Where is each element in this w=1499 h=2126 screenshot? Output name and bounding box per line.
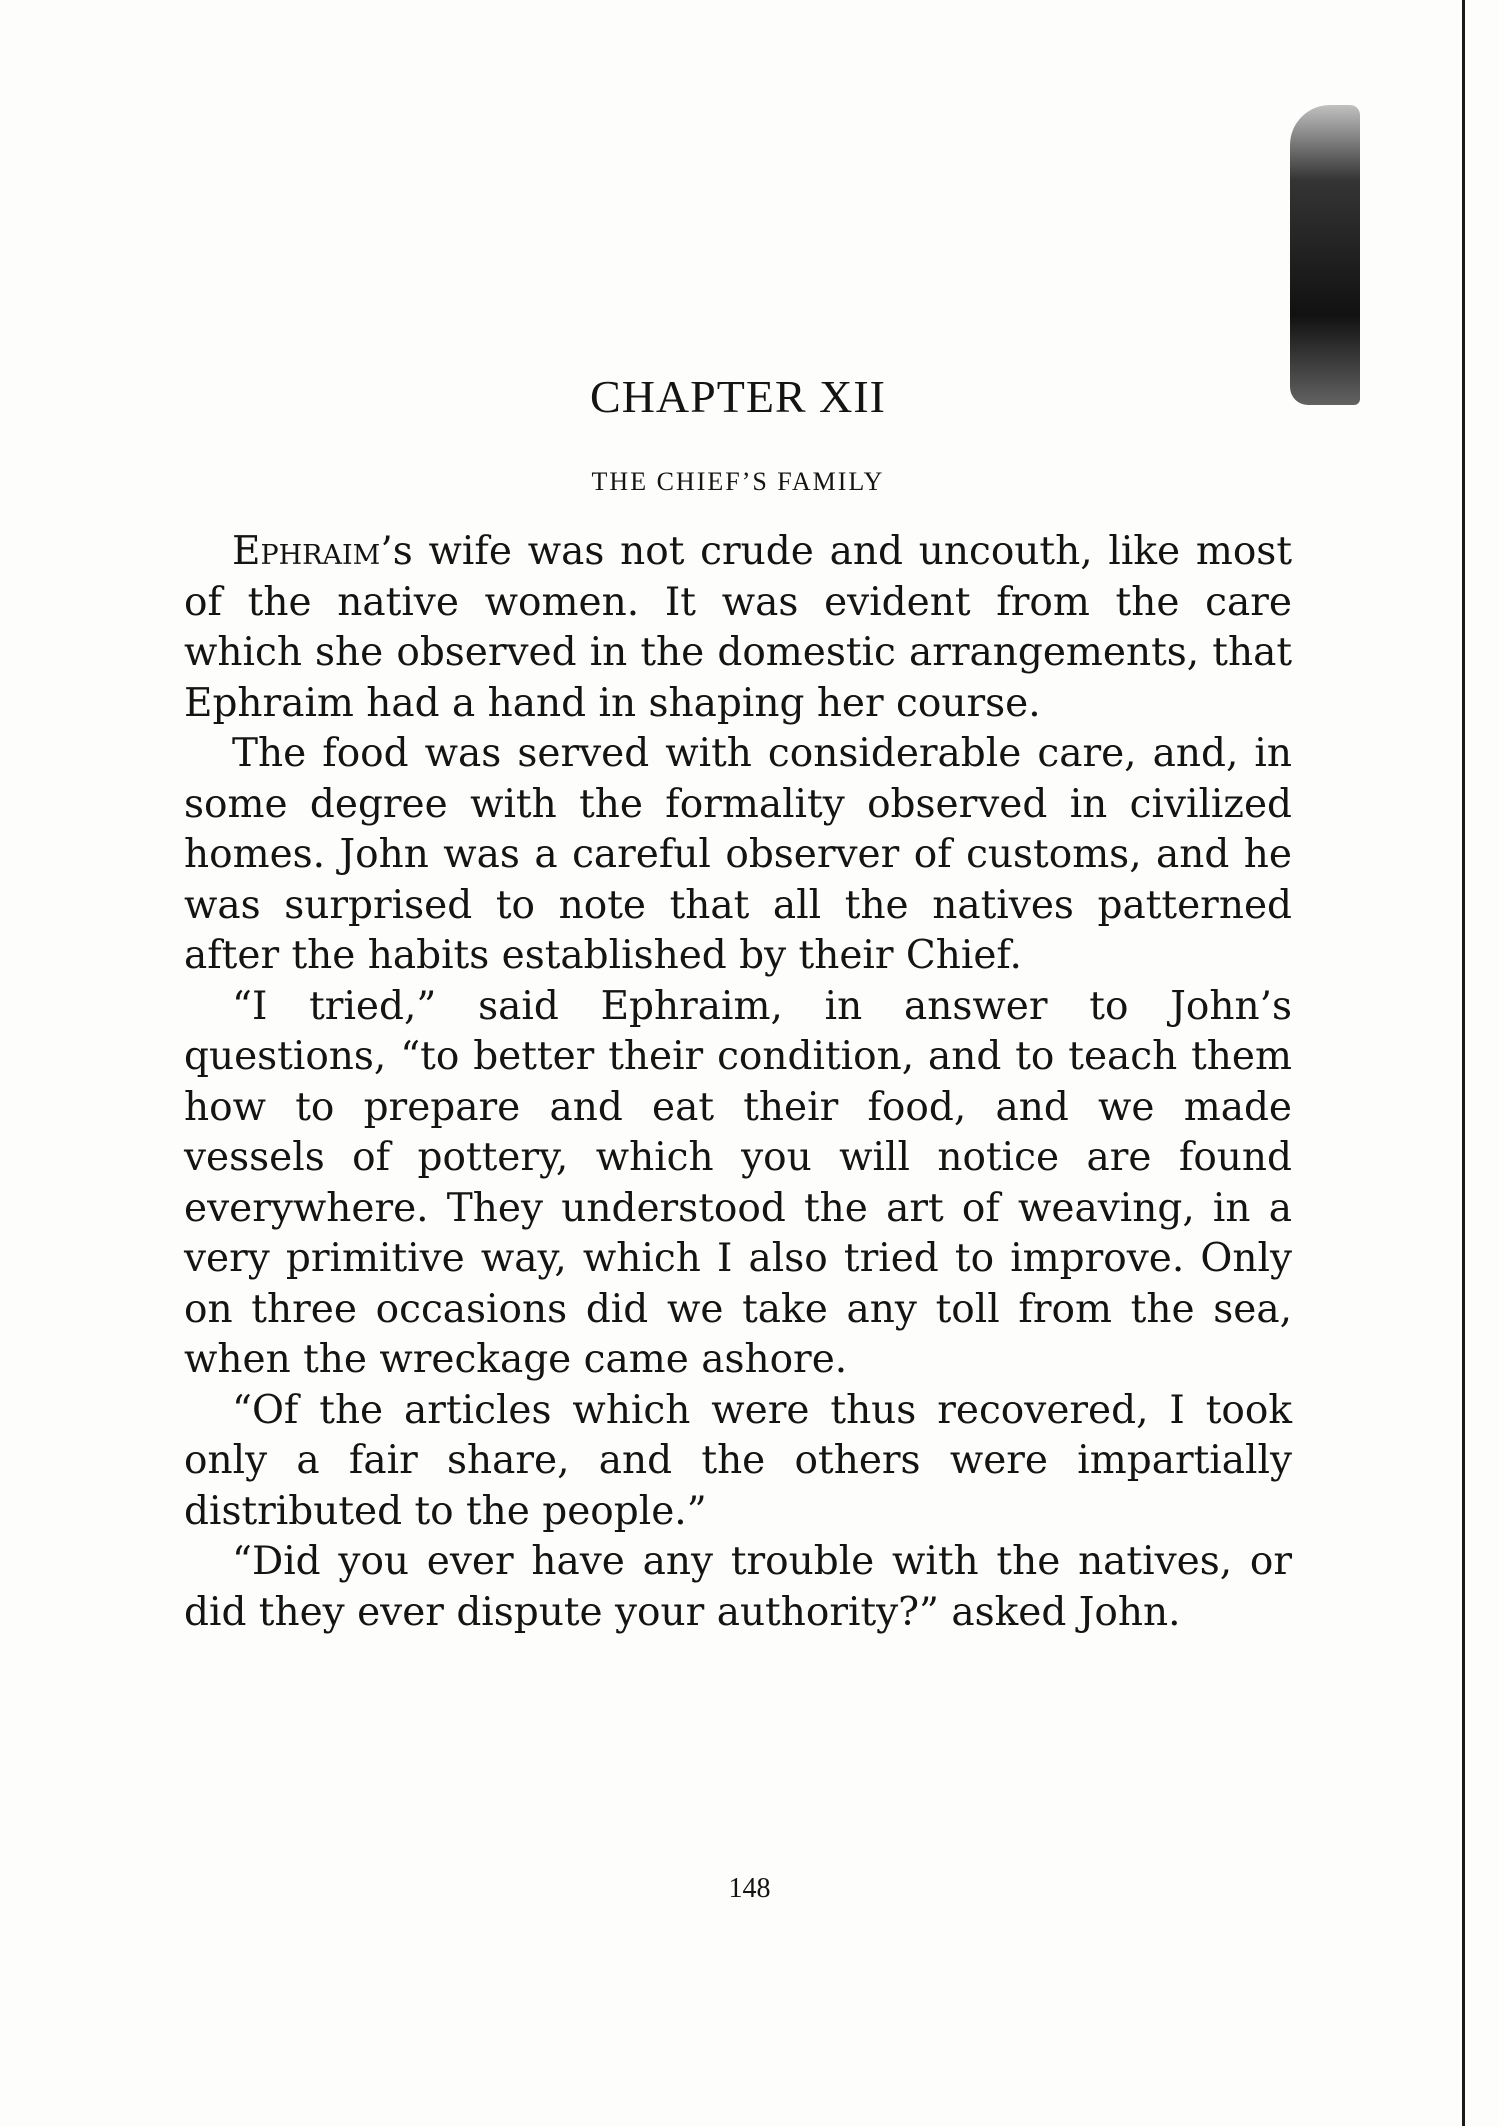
- paragraph-1: [184, 527, 1292, 729]
- paragraph-text: “Did you ever have any trouble with the natives, or did they ever dispute your authority?” asked John.: [184, 1539, 1292, 1635]
- paragraph-4: [184, 1386, 1292, 1538]
- page-edge-rule: [1462, 0, 1465, 2126]
- page-number: 148: [728, 1873, 771, 1904]
- paragraph-3: [184, 982, 1292, 1386]
- paragraph-5: [184, 1537, 1292, 1638]
- paragraph-text: The food was served with considerable care, and, in some degree with the formality observed in civilized homes. John was a careful observer of customs, and he was surprised to note that all the natives patterned after the habits established by their Chief.: [184, 731, 1292, 978]
- paragraph-text: ’s wife was not crude and uncouth, like most of the native women. It was evident from the care which she observed in the domestic arrangements, that Ephraim had a hand in shaping her course.: [184, 529, 1292, 726]
- paragraph-text: “I tried,” said Ephraim, in answer to John’s questions, “to better their condition, and to teach them how to prepare and eat their food, and we made vessels of pottery, which you will notice are found everywhere. They understood the art of weaving, in a very primitive way, which I also tried to improve. Only on three occasions did we take any toll from the sea, when the wreckage came ashore.: [184, 983, 1292, 1382]
- text-block: [184, 370, 1292, 1638]
- paragraph-2: [184, 729, 1292, 982]
- chapter-subtitle: THE CHIEF’S FAMILY: [591, 467, 885, 496]
- chapter-title: CHAPTER XII: [590, 371, 886, 422]
- paragraph-text: “Of the articles which were thus recovered, I took only a fair share, and the others were impartially distributed to the people.”: [184, 1387, 1292, 1534]
- thumb-tab-mark: [1290, 105, 1360, 405]
- paragraph-lead-word: Ephraim: [232, 529, 381, 574]
